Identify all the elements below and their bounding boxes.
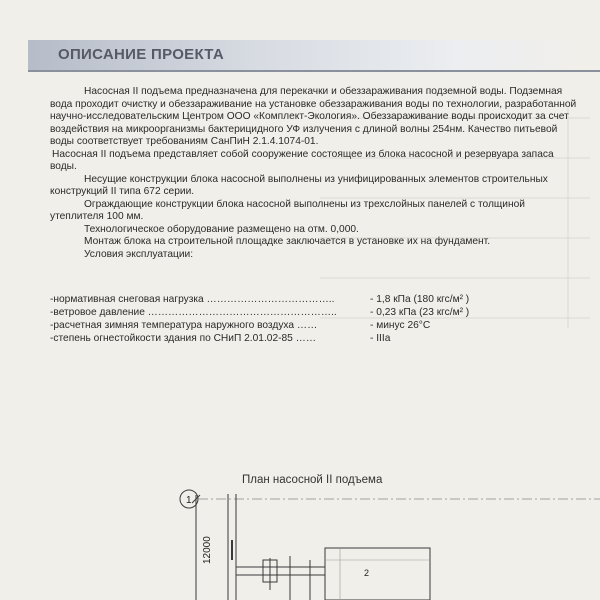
condition-label: -расчетная зимняя температура наружного воздуха …… bbox=[50, 320, 318, 331]
condition-value: - 1,8 кПа (180 кгс/м² ) bbox=[370, 294, 470, 305]
axis-label: 1 bbox=[186, 495, 192, 506]
condition-label: -степень огнестойкости здания по СНиП 2.01.02-85 …… bbox=[50, 333, 317, 344]
paragraph-assembly: Монтаж блока на строительной площадке заключается в установке их на фундамент. bbox=[84, 236, 491, 247]
room-label: 2 bbox=[364, 568, 370, 578]
paragraph-load-bearing: Несущие конструкции блока насосной выполнены из унифицированных элементов строительных конструкций II типа 672 серии. bbox=[50, 173, 548, 197]
paragraph-equipment: Технологическое оборудование размещено на отм. 0,000. bbox=[84, 223, 359, 235]
paragraph-enclosing: Ограждающие конструкции блока насосной выполнены из трехслойных панелей с толщиной утеплителя 100 мм. bbox=[50, 198, 525, 222]
paragraph-conditions-heading: Условия эксплуатации: bbox=[84, 248, 194, 260]
condition-value: - минус 26°С bbox=[370, 320, 431, 331]
plan-title: План насосной II подъема bbox=[242, 474, 383, 486]
condition-value: - 0,23 кПа (23 кгс/м² ) bbox=[370, 307, 470, 318]
page-title: ОПИСАНИЕ ПРОЕКТА bbox=[58, 46, 224, 63]
paragraph-purpose: Насосная II подъема предназначена для перекачки и обеззараживания подземной воды. Подземная вода проходит очистку и обеззараживание на установке обеззараживания воды по технологии, разработанной научно-исследовательским Центром ООО «Комплект-Экология». Обеззараживание воды происходит за счет воздействия на микроорганизмы бактерицидного УФ излучения с длиной волны 254нм. Качество питьевой воды соответствует требованиям СанПиН 2.1.4.1074-01. bbox=[50, 86, 577, 147]
paragraph-structure: Насосная II подъема представляет собой сооружение состоящее из блока насосной и резервуара запаса воды. bbox=[50, 148, 554, 172]
condition-label: -нормативная снеговая нагрузка ……………………………….. bbox=[50, 294, 335, 305]
condition-value: - IIIa bbox=[370, 333, 391, 344]
condition-label: -ветровое давление ……………………………………………….. bbox=[50, 307, 337, 318]
dimension-label: 12000 bbox=[202, 536, 213, 564]
